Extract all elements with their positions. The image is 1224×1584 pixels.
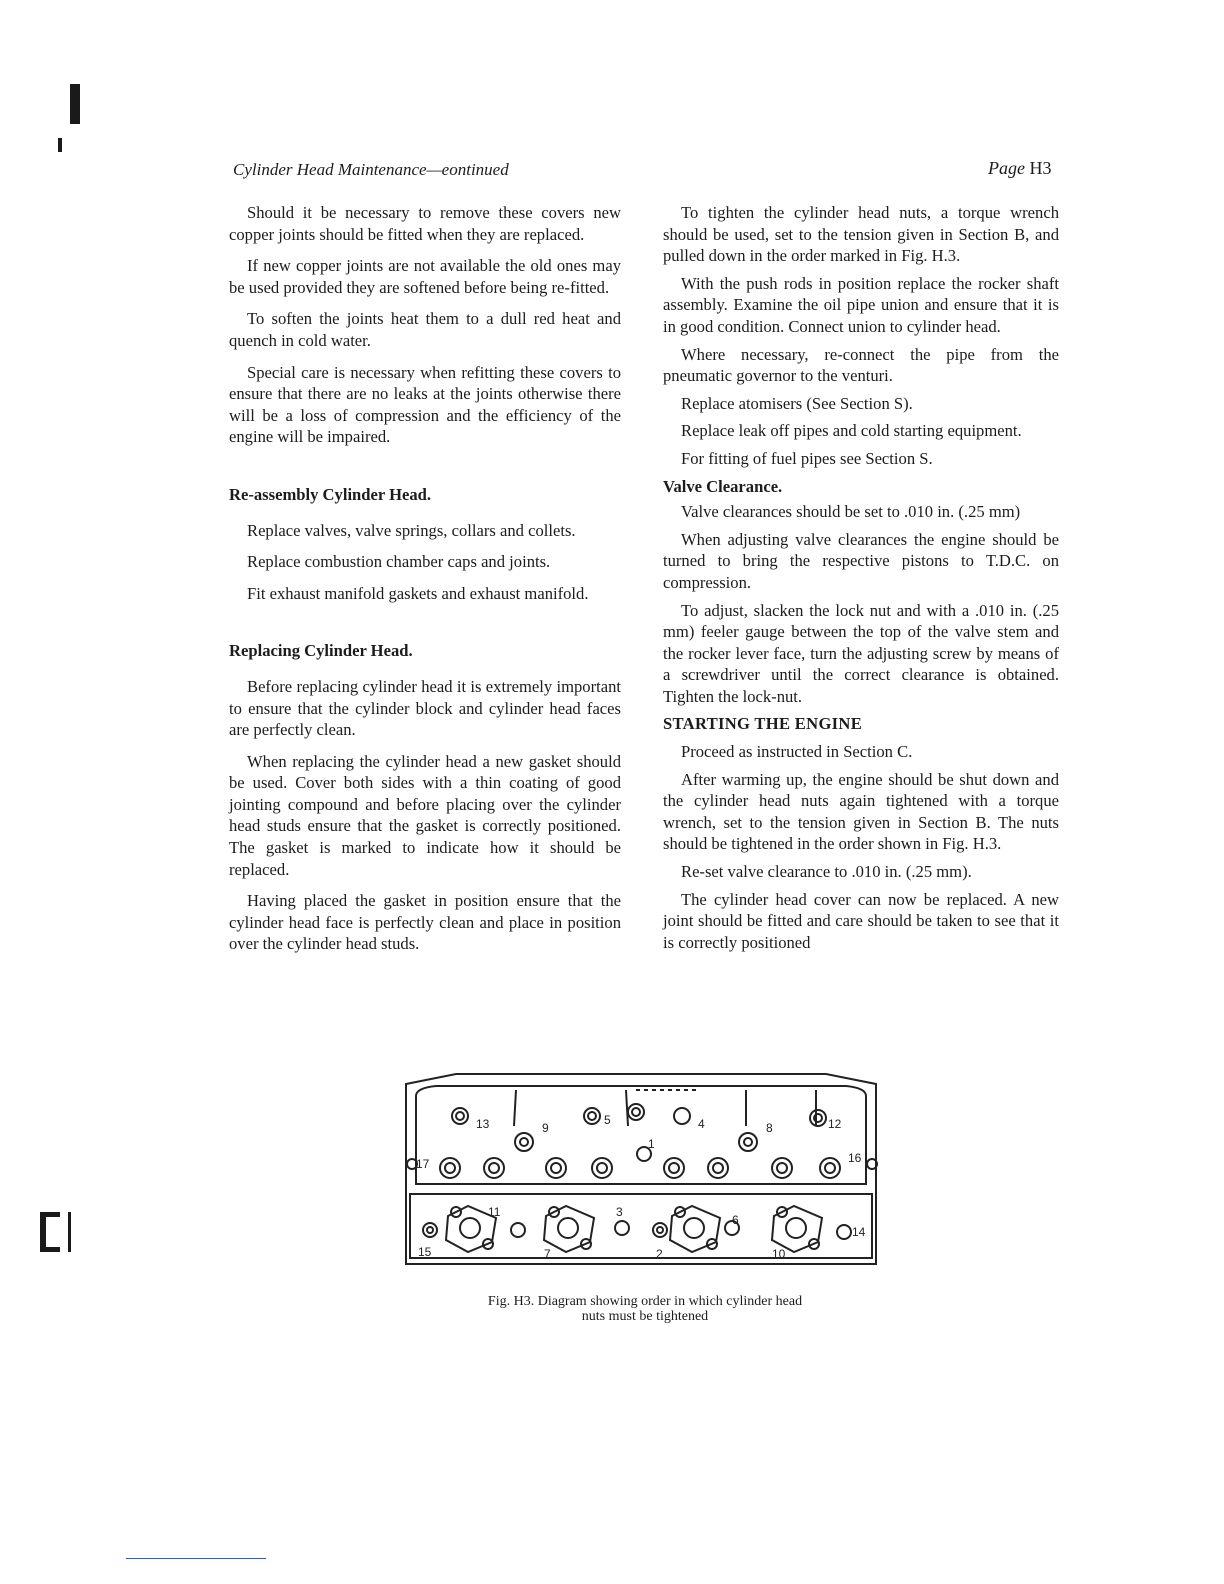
stud — [584, 1108, 600, 1124]
stud — [452, 1108, 468, 1124]
paragraph: Re-set valve clearance to .010 in. (.25 mm). — [681, 862, 972, 882]
port — [772, 1206, 822, 1252]
nut-label: 13 — [476, 1117, 490, 1131]
stud — [615, 1221, 629, 1235]
nut-label: 14 — [852, 1225, 866, 1239]
paragraph: Proceed as instructed in Section C. — [681, 742, 913, 762]
nut-label: 2 — [656, 1247, 663, 1261]
nut-label: 1 — [648, 1137, 655, 1151]
port — [544, 1206, 594, 1252]
stud — [423, 1223, 437, 1237]
paragraph: To tighten the cylinder head nuts, a torque wrench should be used, set to the tension given in Section B, and pulled down in the order marked in Fig. H.3. — [663, 203, 1059, 266]
scan-bracket-right — [68, 1212, 71, 1252]
figure-caption — [400, 1294, 890, 1324]
caption-line-2: nuts must be tightened — [581, 1309, 709, 1324]
paragraph: Replace combustion chamber caps and joints. — [247, 552, 551, 572]
footer-rule — [126, 1558, 266, 1559]
paragraph: To soften the joints heat them to a dull red heat and quench in cold water. — [229, 309, 621, 350]
port — [670, 1206, 720, 1252]
paragraph: Replace atomisers (See Section S). — [681, 393, 913, 413]
nut-label: 10 — [772, 1247, 786, 1261]
paragraph: Having placed the gasket in position ensure that the cylinder head face is perfectly clean and place in position over the cylinder head studs. — [229, 891, 621, 954]
nut-label: 3 — [616, 1205, 623, 1219]
stud — [592, 1158, 612, 1178]
nut-label: 6 — [732, 1213, 739, 1227]
paragraph: The cylinder head cover can now be replaced. A new joint should be fitted and care should be taken to see that it is correctly positioned — [663, 889, 1059, 952]
scan-bracket-top — [40, 1212, 60, 1217]
rocker-rib-2 — [626, 1090, 628, 1126]
section-heading-valve-clearance: Valve Clearance. — [663, 476, 783, 496]
paragraph: Before replacing cylinder head it is extremely important to ensure that the cylinder block and cylinder head faces are perfectly clean. — [229, 676, 621, 740]
nut-label: 4 — [698, 1117, 705, 1131]
stud — [810, 1110, 826, 1126]
page-label: Page — [988, 158, 1025, 178]
paragraph: Fit exhaust manifold gaskets and exhaust manifold. — [247, 583, 589, 603]
page-number — [988, 158, 1051, 179]
stud — [628, 1104, 644, 1120]
section-heading-reassembly: Re-assembly Cylinder Head. — [229, 484, 432, 504]
page-number-value: H3 — [1029, 158, 1052, 178]
nut-label: 17 — [416, 1157, 430, 1171]
paragraph: Valve clearances should be set to .010 in. (.25 mm) — [681, 502, 1021, 522]
cylinder-head-diagram — [396, 1066, 886, 1276]
nut-label: 5 — [604, 1113, 611, 1127]
paragraph: For fitting of fuel pipes see Section S. — [681, 448, 933, 468]
paragraph: When replacing the cylinder head a new gasket should be used. Cover both sides with a thin coating of good jointing compound and before placing over the cylinder head studs ensure that the gasket is correctly positioned. The gasket is marked to indicate how it should be replaced. — [229, 751, 621, 879]
nut-label: 15 — [418, 1245, 432, 1259]
paragraph: To adjust, slacken the lock nut and with a .010 in. (.25 mm) feeler gauge between the top of the valve stem and the rocker lever face, turn the adjusting screw by means of a screwdriver until the correct clearance is obtained. Tighten the lock-nut. — [663, 600, 1059, 706]
cylinder-head-svg — [396, 1066, 886, 1276]
scan-bracket-left — [40, 1212, 46, 1252]
stud — [664, 1158, 684, 1178]
paragraph: Should it be necessary to remove these covers new copper joints should be fitted when they are replaced. — [229, 203, 621, 244]
nut-label: 9 — [542, 1121, 549, 1135]
scan-bracket-bottom — [40, 1247, 60, 1252]
stud — [837, 1225, 851, 1239]
stud — [440, 1158, 460, 1178]
paragraph: After warming up, the engine should be shut down and the cylinder head nuts again tightened with a torque wrench, set to the tension given in Section B. The nuts should be tightened in the order shown in Fig. H.3. — [663, 769, 1059, 854]
section-heading-starting: STARTING THE ENGINE — [663, 714, 863, 734]
stud — [515, 1133, 533, 1151]
paragraph: Replace valves, valve springs, collars and collets. — [247, 520, 576, 540]
caption-line-1: Fig. H3. Diagram showing order in which cylinder head — [487, 1294, 803, 1309]
paragraph: Where necessary, re-connect the pipe from the pneumatic governor to the venturi. — [663, 344, 1059, 386]
stud — [546, 1158, 566, 1178]
nut-label: 16 — [848, 1151, 862, 1165]
nut-label: 11 — [488, 1205, 501, 1219]
nut-label: 8 — [766, 1121, 773, 1135]
running-header: Cylinder Head Maintenance—eontinued — [233, 160, 509, 179]
stud — [674, 1108, 690, 1124]
scan-mark-small — [58, 138, 62, 152]
stud — [820, 1158, 840, 1178]
stud — [484, 1158, 504, 1178]
paragraph: Replace leak off pipes and cold starting equipment. — [681, 421, 1022, 441]
right-column — [663, 202, 1059, 959]
stud — [739, 1133, 757, 1151]
left-column — [229, 202, 621, 965]
paragraph: When adjusting valve clearances the engine should be turned to bring the respective pistons to T.D.C. on compression. — [663, 529, 1059, 592]
scan-mark-top — [70, 84, 80, 124]
section-heading-replacing: Replacing Cylinder Head. — [229, 641, 413, 661]
stud — [511, 1223, 525, 1237]
stud — [708, 1158, 728, 1178]
nut-label: 12 — [828, 1117, 842, 1131]
paragraph: Special care is necessary when refitting these covers to ensure that there are no leaks at the joints otherwise there will be a loss of compression and the efficiency of the engine will be impaired. — [229, 362, 621, 447]
rocker-rib-1 — [514, 1090, 516, 1126]
paragraph: If new copper joints are not available the old ones may be used provided they are softened before being re-fitted. — [229, 256, 621, 297]
stud — [772, 1158, 792, 1178]
nut-label: 7 — [544, 1247, 551, 1261]
paragraph: With the push rods in position replace the rocker shaft assembly. Examine the oil pipe union and ensure that it is in good condition. Connect union to cylinder head. — [663, 273, 1059, 336]
stud — [653, 1223, 667, 1237]
